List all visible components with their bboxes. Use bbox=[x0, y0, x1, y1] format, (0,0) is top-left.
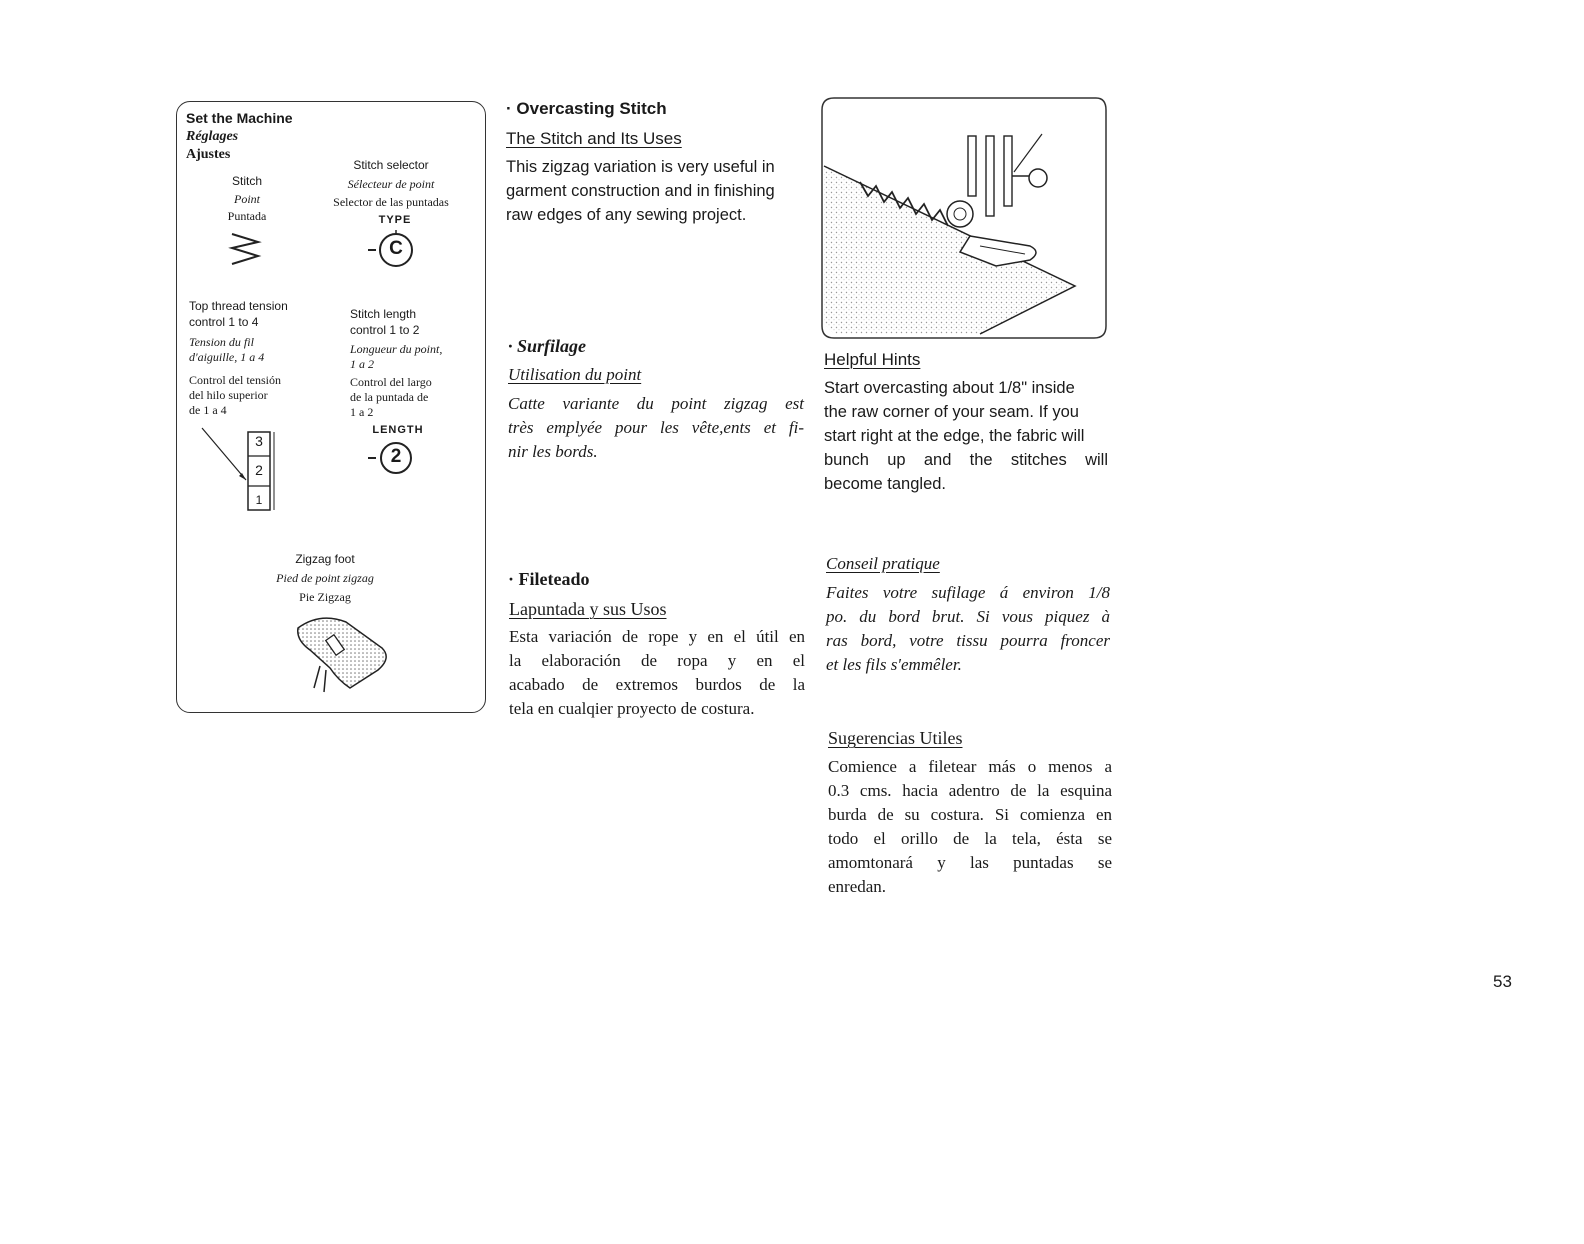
text-line: the raw corner of your seam. If you bbox=[824, 403, 1079, 421]
stitch-selector-fr: Sélecteur de point bbox=[347, 177, 435, 191]
tension-en-1: Top thread tension bbox=[189, 299, 288, 313]
es-subheading: Lapuntada y sus Usos bbox=[509, 599, 667, 619]
length-en-2: control 1 to 2 bbox=[350, 323, 420, 337]
text-line: acabado de extremos burdos de la bbox=[509, 675, 805, 694]
text-line: start right at the edge, the fabric will bbox=[824, 427, 1085, 445]
en-paragraph bbox=[506, 155, 806, 227]
foot-fr: Pied de point zigzag bbox=[276, 571, 374, 585]
text-line: Faites votre sufilage á environ 1/8 bbox=[826, 583, 1110, 602]
panel-title-es: Ajustes bbox=[186, 147, 231, 162]
text-line: raw edges of any sewing project. bbox=[506, 206, 747, 224]
hints-en-heading: Helpful Hints bbox=[824, 350, 921, 369]
fr-paragraph bbox=[508, 392, 804, 464]
text-line: la elaboración de ropa y en el bbox=[509, 651, 805, 670]
tension-es-3: de 1 a 4 bbox=[189, 403, 227, 417]
length-label: LENGTH bbox=[372, 424, 424, 436]
text-line: 0.3 cms. hacia adentro de la esquina bbox=[828, 781, 1112, 800]
overcasting-heading-text: Overcasting Stitch bbox=[516, 99, 667, 118]
text-line: Comience a filetear más o menos a bbox=[828, 757, 1112, 776]
length-dial-value: 2 bbox=[390, 446, 402, 467]
text-line: ras bord, votre tissu pourra froncer bbox=[826, 631, 1110, 650]
zigzag-stitch-icon bbox=[228, 230, 264, 270]
hints-es-paragraph bbox=[828, 755, 1112, 899]
es-paragraph bbox=[509, 625, 805, 721]
fileteado-heading-text: Fileteado bbox=[518, 569, 590, 589]
tension-dial-graphic bbox=[198, 424, 288, 516]
type-dial-value: C bbox=[389, 238, 403, 259]
tension-dial-value-3: 3 bbox=[255, 433, 263, 449]
tension-es-2: del hilo superior bbox=[189, 388, 268, 402]
length-fr-1: Longueur du point, bbox=[350, 342, 443, 356]
text-line: très emplyée pour les vête,ents et fi- bbox=[508, 418, 804, 437]
hints-en-paragraph bbox=[824, 376, 1108, 496]
length-fr-2: 1 a 2 bbox=[350, 357, 374, 371]
length-es-2: de la puntada de bbox=[350, 390, 429, 404]
surfilage-heading-text: Surfilage bbox=[517, 336, 587, 356]
fr-subheading: Utilisation du point bbox=[508, 365, 642, 384]
type-dial bbox=[366, 228, 414, 272]
overcasting-illustration bbox=[820, 96, 1108, 340]
en-subheading: The Stitch and Its Uses bbox=[506, 129, 682, 148]
zigzag-foot-icon bbox=[290, 608, 400, 698]
stitch-label-fr: Point bbox=[234, 192, 260, 206]
tension-en-2: control 1 to 4 bbox=[189, 315, 259, 329]
overcasting-heading: · Overcasting Stitch bbox=[506, 99, 667, 118]
panel-title-en: Set the Machine bbox=[186, 110, 293, 126]
text-line: bunch up and the stitches will bbox=[824, 451, 1108, 469]
type-label: TYPE bbox=[378, 214, 412, 226]
tension-dial-value-2: 2 bbox=[255, 462, 263, 478]
text-line: et les fils s'emmêler. bbox=[826, 655, 962, 674]
hints-es-heading: Sugerencias Utiles bbox=[828, 728, 963, 748]
surfilage-heading: · Surfilage bbox=[508, 336, 587, 356]
text-line: Start overcasting about 1/8" inside bbox=[824, 379, 1075, 397]
text-line: Catte variante du point zigzag est bbox=[508, 394, 804, 413]
text-line: amomtonará y las puntadas se bbox=[828, 853, 1112, 872]
tension-fr-1: Tension du fil bbox=[189, 335, 254, 349]
length-en-1: Stitch length bbox=[350, 307, 417, 321]
length-es-1: Control del largo bbox=[350, 375, 432, 389]
tension-fr-2: d'aiguille, 1 a 4 bbox=[189, 350, 265, 364]
length-es-3: 1 a 2 bbox=[350, 405, 374, 419]
text-line: garment construction and in finishing bbox=[506, 182, 775, 200]
text-line: todo el orillo de la tela, ésta se bbox=[828, 829, 1112, 848]
stitch-selector-en: Stitch selector bbox=[353, 158, 429, 172]
stitch-selector-es: Selector de las puntadas bbox=[333, 195, 449, 209]
hints-fr-heading: Conseil pratique bbox=[826, 554, 940, 573]
text-line: nir les bords. bbox=[508, 442, 598, 461]
tension-es-1: Control del tensión bbox=[189, 373, 281, 387]
tension-dial-value-1: 1 bbox=[255, 493, 263, 507]
foot-en: Zigzag foot bbox=[295, 552, 355, 566]
foot-es: Pie Zigzag bbox=[299, 590, 351, 604]
stitch-label-en: Stitch bbox=[231, 174, 262, 188]
hints-fr-paragraph bbox=[826, 581, 1110, 677]
length-dial bbox=[366, 438, 414, 482]
text-line: become tangled. bbox=[824, 475, 947, 493]
text-line: po. du bord brut. Si vous piquez à bbox=[826, 607, 1110, 626]
text-line: tela en cualqier proyecto de costura. bbox=[509, 699, 755, 718]
page-number: 53 bbox=[1493, 972, 1512, 991]
text-line: Esta variación de rope y en el útil en bbox=[509, 627, 805, 646]
text-line: enredan. bbox=[828, 877, 887, 896]
stitch-label-es: Puntada bbox=[227, 209, 267, 223]
fileteado-heading: · Fileteado bbox=[508, 569, 590, 589]
text-line: burda de su costura. Si comienza en bbox=[828, 805, 1112, 824]
text-line: This zigzag variation is very useful in bbox=[506, 158, 775, 176]
panel-title-fr: Réglages bbox=[186, 129, 239, 144]
